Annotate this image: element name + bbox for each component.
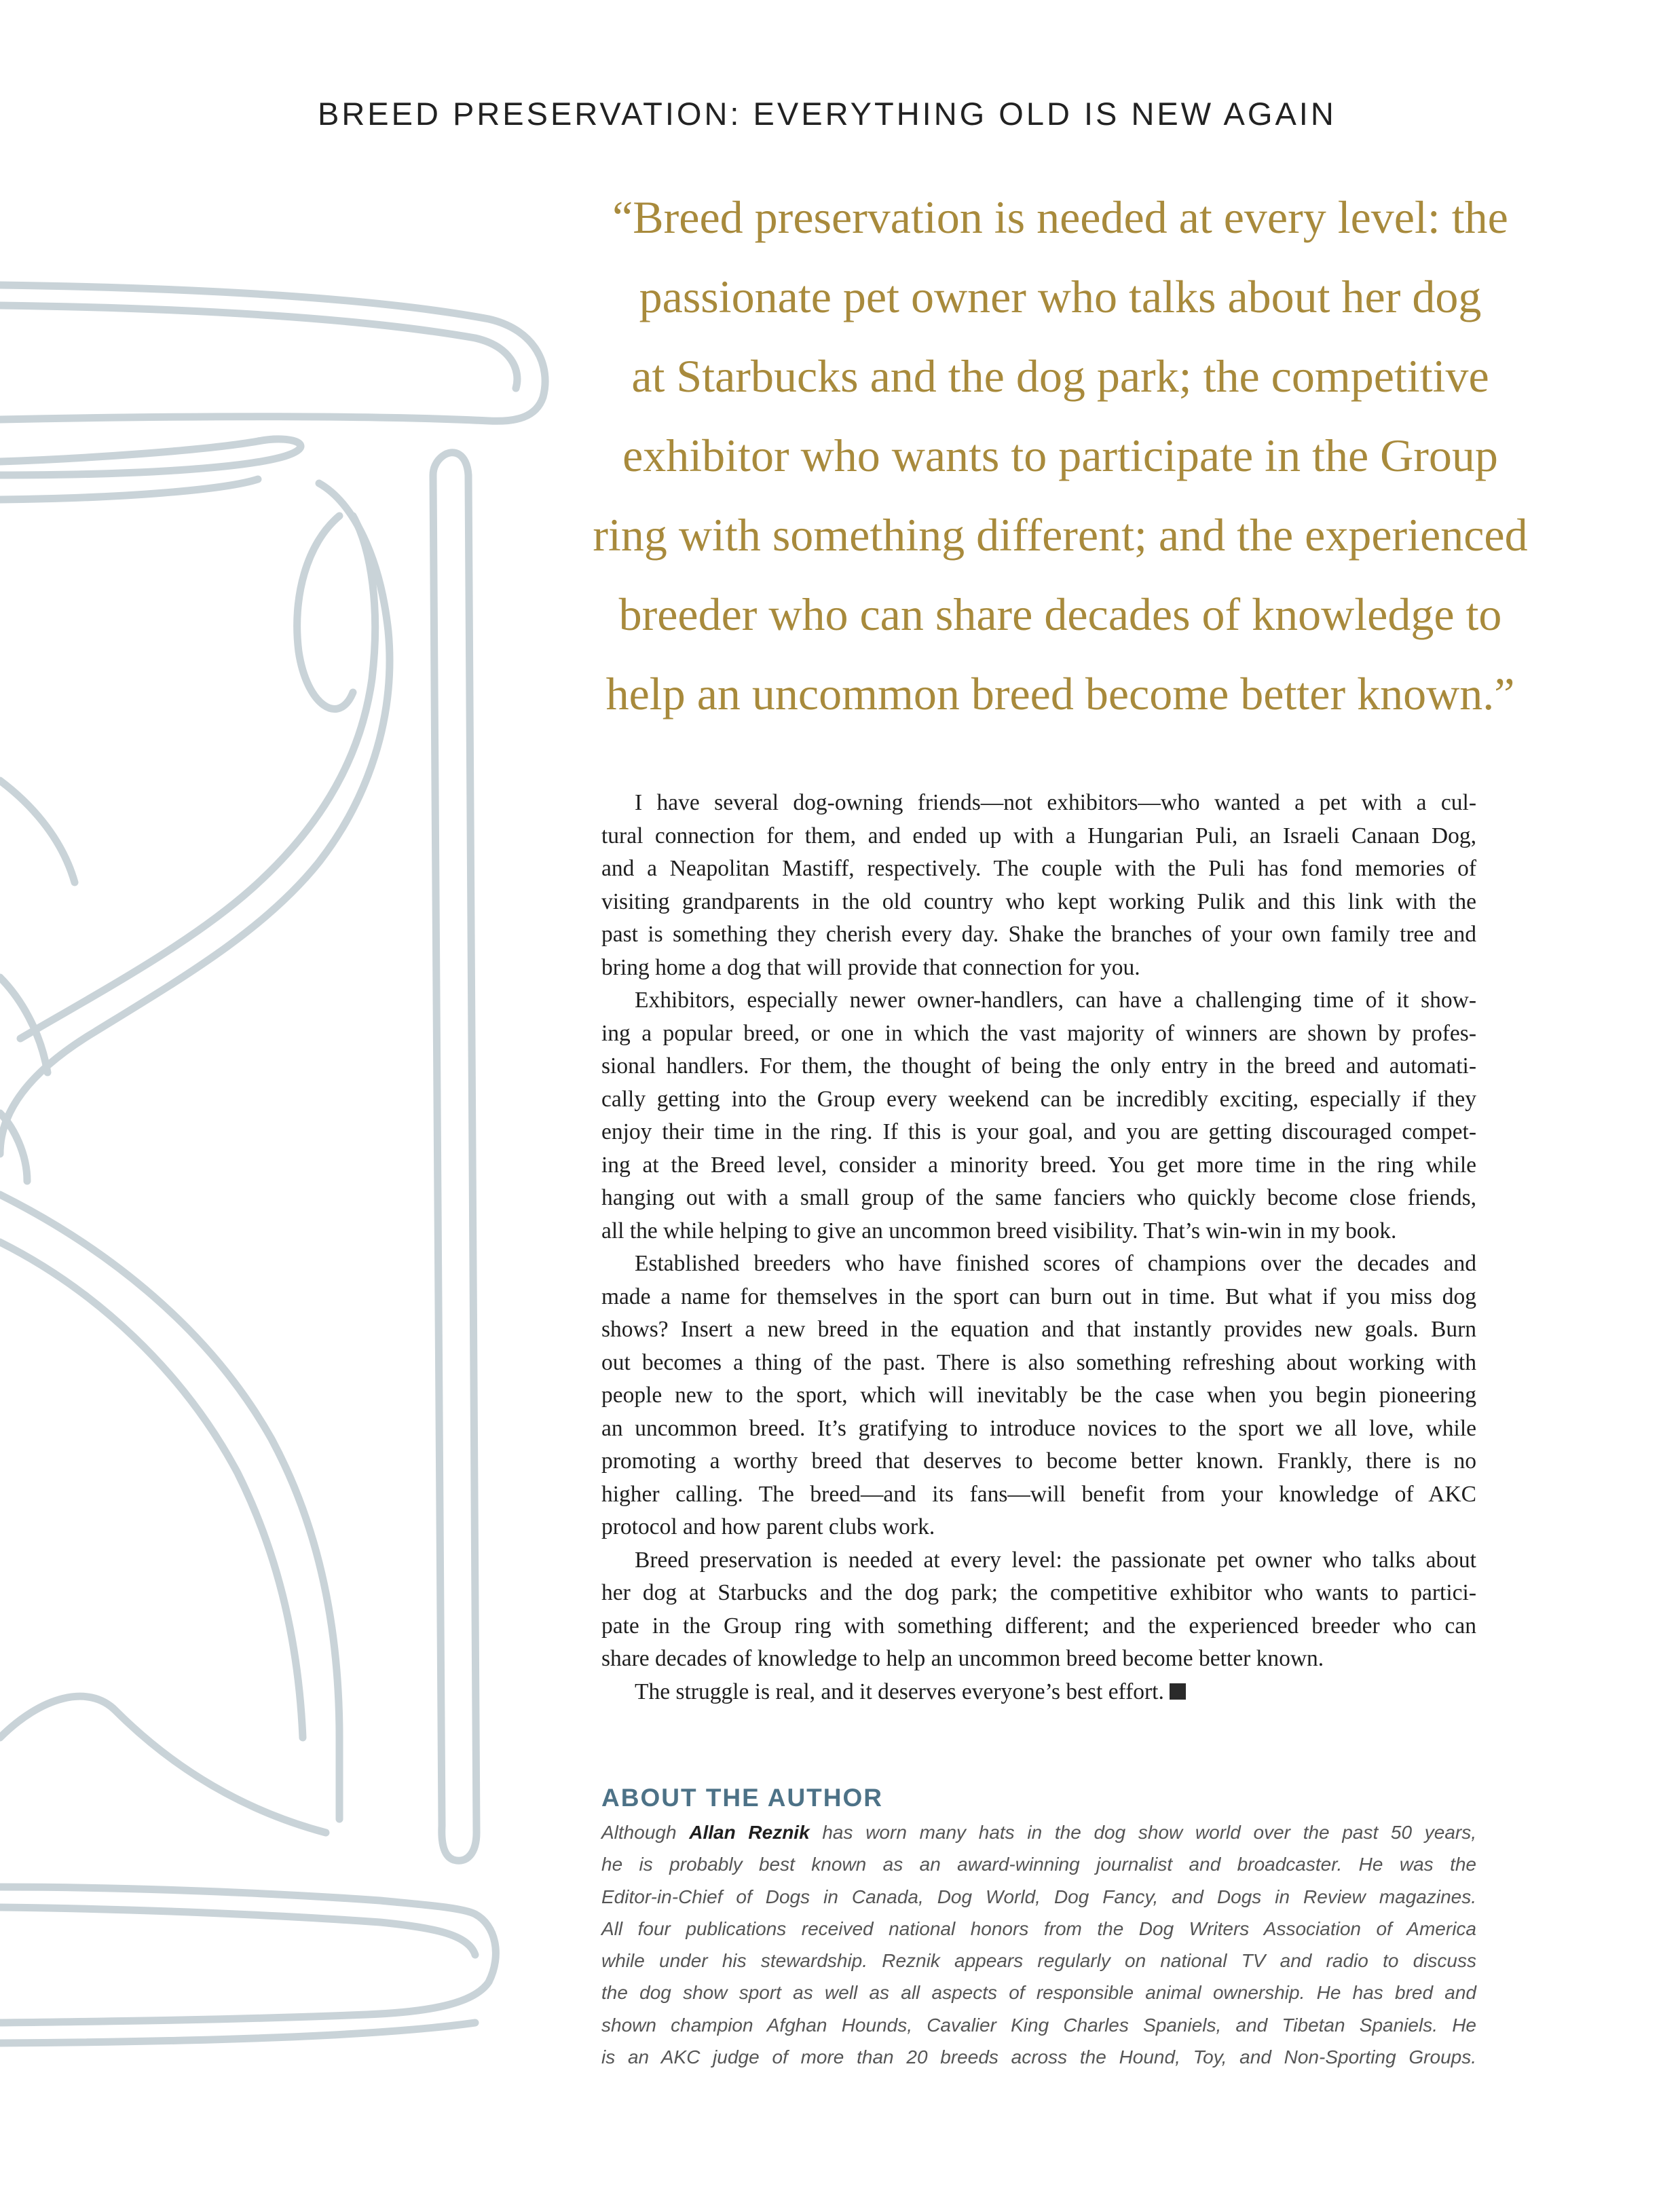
author-bio-line (601, 1816, 1476, 1848)
end-of-article-square-icon (1170, 1683, 1186, 1700)
author-name: Allan Reznik (689, 1822, 810, 1843)
pull-quote-line: at Starbucks and the dog park; the competitive (631, 350, 1489, 402)
body-line: hanging out with a small group of the same fanciers who quickly become close friends, (601, 1185, 1476, 1210)
body-line: Exhibitors, especially newer owner-handlers, can have a challenging time of it show- (635, 988, 1476, 1013)
body-line: sional handlers. For them, the thought of being the only entry in the breed and automati- (601, 1053, 1476, 1079)
pull-quote (585, 178, 1535, 734)
body-line: Established breeders who have finished scores of champions over the decades and (635, 1251, 1476, 1276)
pull-quote-line: ring with something different; and the experienced (593, 509, 1528, 561)
body-line: ing at the Breed level, consider a minority breed. You get more time in the ring while (601, 1152, 1476, 1178)
body-line: enjoy their time in the ring. If this is your goal, and you are getting discouraged compet- (601, 1119, 1476, 1144)
pull-quote-line: help an uncommon breed become better known.” (605, 668, 1515, 719)
pull-quote-line: “Breed preservation is needed at every level: the (612, 191, 1508, 243)
body-line: I have several dog-owning friends—not exhibitors—who wanted a pet with a cul- (635, 790, 1476, 815)
body-line: an uncommon breed. It’s gratifying to introduce novices to the sport we all love, while (601, 1415, 1476, 1441)
body-line: protocol and how parent clubs work. (601, 1514, 935, 1539)
body-line: out becomes a thing of the past. There is also something refreshing about working with (601, 1349, 1476, 1375)
body-line: share decades of knowledge to help an uncommon breed become better known. (601, 1646, 1324, 1671)
author-bio-line: Editor-in-Chief of Dogs in Canada, Dog World, Dog Fancy, and Dogs in Review magazines. (601, 1886, 1476, 1907)
body-line: bring home a dog that will provide that connection for you. (601, 954, 1140, 980)
body-line: people new to the sport, which will inevitably be the case when you begin pioneering (601, 1383, 1476, 1408)
body-line: tural connection for them, and ended up with a Hungarian Puli, an Israeli Canaan Dog, (601, 823, 1476, 848)
body-line: promoting a worthy breed that deserves to become better known. Frankly, there is no (601, 1448, 1476, 1474)
author-bio-line: while under his stewardship. Reznik appears regularly on national TV and radio to discuss (601, 1950, 1476, 1972)
running-header: BREED PRESERVATION: EVERYTHING OLD IS NEW AGAIN (318, 96, 1337, 132)
closing-sentence: The struggle is real, and it deserves everyone’s best effort. (635, 1679, 1164, 1704)
pull-quote-line: breeder who can share decades of knowledge to (618, 588, 1502, 640)
body-line: visiting grandparents in the old country who kept working Pulik and this link with the (601, 888, 1476, 914)
body-line: cally getting into the Group every weekend can be incredibly exciting, especially if they (601, 1086, 1476, 1112)
author-bio (601, 1816, 1476, 2073)
body-line: pate in the Group ring with something different; and the experienced breeder who can (601, 1613, 1476, 1639)
body-line: ing a popular breed, or one in which the vast majority of winners are shown by profes- (601, 1020, 1476, 1046)
author-bio-line: All four publications received national honors from the Dog Writers Association of America (601, 1917, 1476, 1939)
body-line: and a Neapolitan Mastiff, respectively. The couple with the Puli has fond memories of (601, 856, 1476, 881)
body-line: past is something they cherish every day. Shake the branches of your own family tree and (601, 922, 1476, 947)
author-bio-line: he is probably best known as an award-winning journalist and broadcaster. He was the (601, 1854, 1476, 1875)
body-line: all the while helping to give an uncommon breed visibility. That’s win-win in my book. (601, 1218, 1397, 1243)
body-line: made a name for themselves in the sport can burn out in time. But what if you miss dog (601, 1284, 1476, 1309)
body-line: higher calling. The breed—and its fans—will benefit from your knowledge of AKC (601, 1481, 1476, 1507)
author-bio-line: shown champion Afghan Hounds, Cavalier King Charles Spaniels, and Tibetan Spaniels. He (601, 2014, 1476, 2036)
author-bio-lead: Although (601, 1822, 677, 1843)
pull-quote-line: exhibitor who wants to participate in the Group (622, 430, 1498, 481)
body-line: her dog at Starbucks and the dog park; the competitive exhibitor who wants to partici- (601, 1580, 1476, 1605)
author-bio-line: is an AKC judge of more than 20 breeds across the Hound, Toy, and Non-Sporting Groups. (601, 2046, 1476, 2068)
pull-quote-line: passionate pet owner who talks about her dog (639, 271, 1482, 322)
author-bio-line: the dog show sport as well as all aspects of responsible animal ownership. He has bred and (601, 1982, 1476, 2004)
body-line: shows? Insert a new breed in the equation and that instantly provides new goals. Burn (601, 1317, 1476, 1342)
author-bio-first-rest: has worn many hats in the dog show world over the past 50 years, (822, 1822, 1477, 1843)
article-body (601, 787, 1476, 1708)
about-author-heading: ABOUT THE AUTHOR (601, 1784, 883, 1812)
body-line: Breed preservation is needed at every level: the passionate pet owner who talks about (635, 1547, 1476, 1573)
body-line-closing (601, 1676, 1476, 1709)
